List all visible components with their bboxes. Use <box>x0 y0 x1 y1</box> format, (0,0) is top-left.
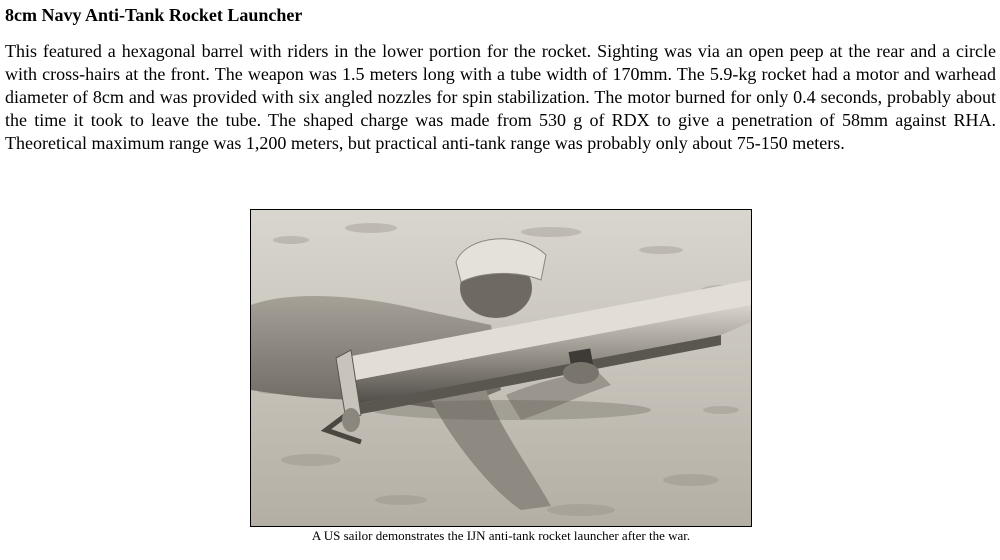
photo-sailor-with-rocket-launcher <box>250 209 752 527</box>
weapon-shadow <box>371 400 651 420</box>
article-paragraph: This featured a hexagonal barrel with riders in the lower portion for the rocket. Sighting was via an open peep at the rear and a circle with cross-hairs at the front. The weapon was 1.5 meters long with a tube width of 170mm. The 5.9-kg rocket had a motor and warhead diameter of 8cm and was provided with six angled nozzles for spin stabilization. The motor burned for only 0.4 seconds, probably about the time it took to leave the tube. The shaped charge was made from 530 g of RDX to give a penetration of 58mm against RHA. Theoretical maximum range was 1,200 meters, but practical anti-tank range was probably only about 75-150 meters. <box>5 41 996 153</box>
photo-caption: A US sailor demonstrates the IJN anti-tank rocket launcher after the war. <box>311 528 691 543</box>
article-title: 8cm Navy Anti-Tank Rocket Launcher <box>5 5 303 25</box>
sailor-hand <box>563 362 599 384</box>
launcher-foot <box>342 408 360 432</box>
